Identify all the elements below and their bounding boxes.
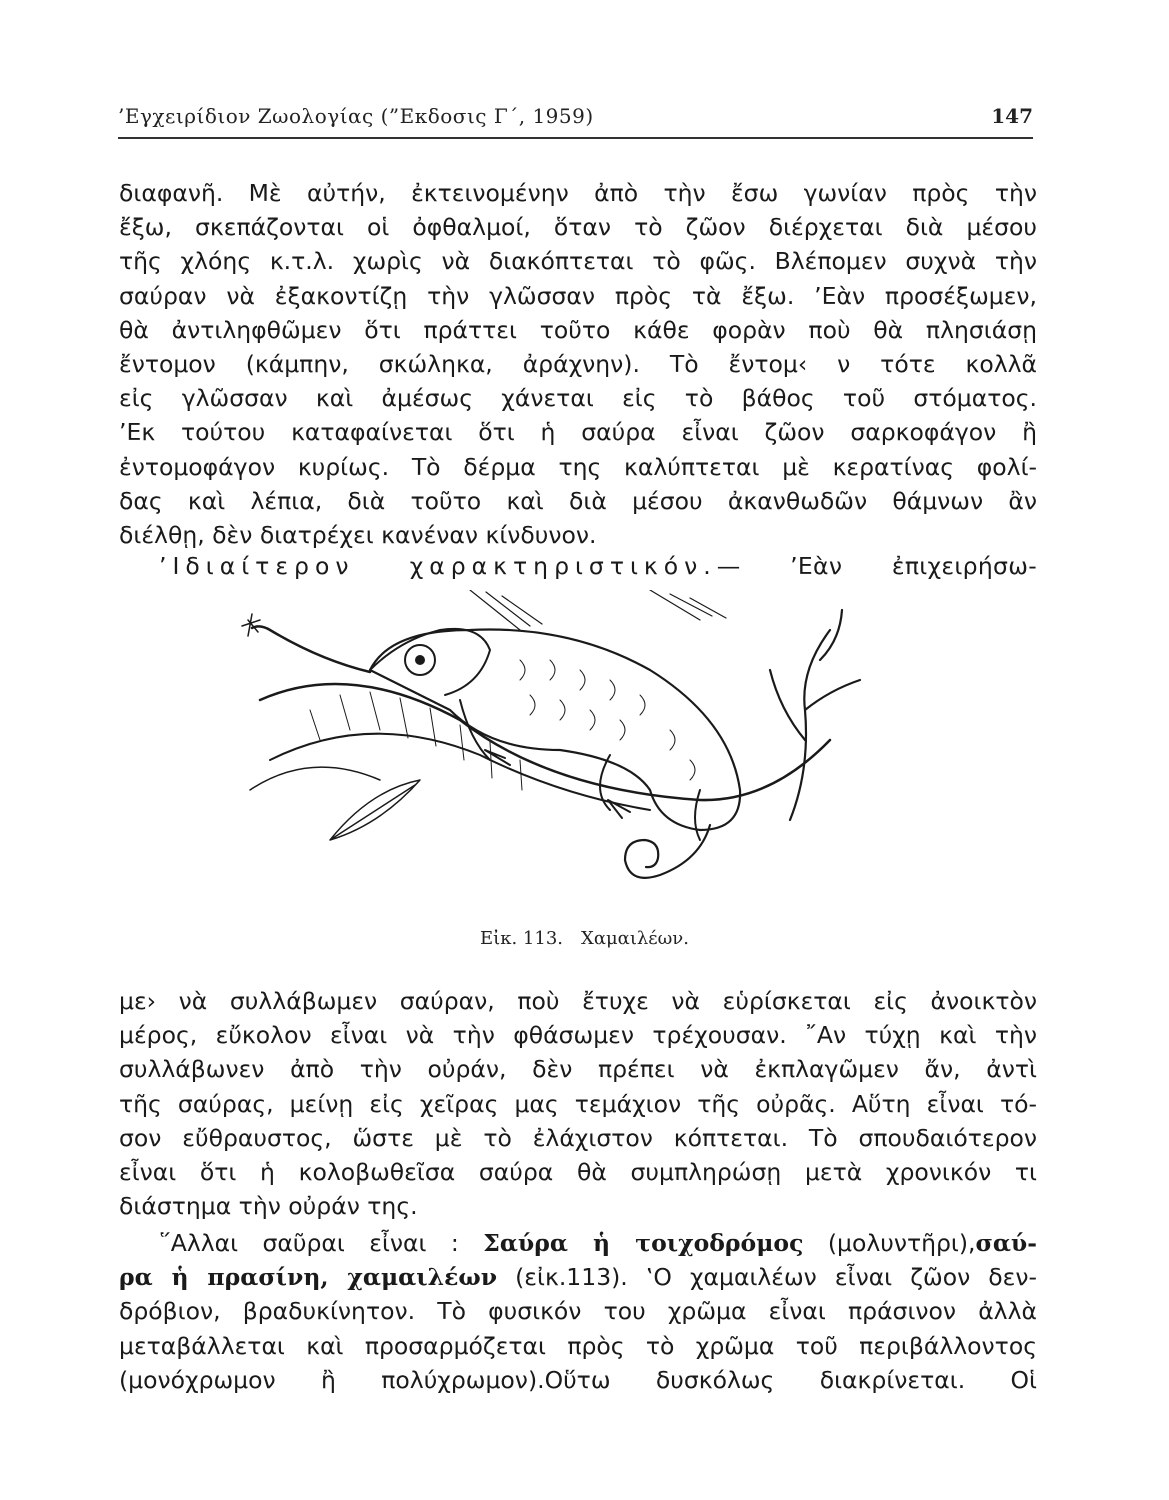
header-rule	[118, 137, 1033, 139]
paragraph-1	[119, 176, 1037, 552]
term-green-lizard-start: σαύ-	[975, 1229, 1037, 1257]
text-line: σον εὔθραυστος, ὥστε μὲ τὸ ἐλάχιστον κόπτεται. Τὸ σπουδαιότερον	[119, 1123, 1037, 1152]
spaced-heading: ’Ιδιαίτερον χαρακτηριστικόν.	[159, 552, 717, 580]
text-line	[119, 1226, 1037, 1260]
figure-caption	[0, 928, 1169, 949]
running-header	[118, 98, 1033, 132]
term-green-lizard-end: ρα ἡ πρασίνη, χαμαιλέων	[119, 1263, 498, 1292]
text-line: εἶναι ὅτι ἡ κολοβωθεῖσα σαύρα θὰ συμπληρώσῃ μετὰ χρονικόν τι	[119, 1158, 1037, 1187]
text-line: ’Εκ τούτου καταφαίνεται ὅτι ἡ σαύρα εἶναι ζῶον σαρκοφάγον ἢ	[119, 418, 1037, 447]
text-line: ἐντομοφάγον κυρίως. Τὸ δέρμα της καλύπτεται μὲ κερατίνας φολί-	[119, 452, 1037, 481]
text-line: δας καὶ λέπια, διὰ τοῦτο καὶ διὰ μέσου ἀκανθωδῶν θάμνων ἂν	[119, 486, 1037, 515]
chameleon-illustration	[230, 590, 870, 910]
text-line: τῆς χλόης κ.τ.λ. χωρὶς νὰ διακόπτεται τὸ φῶς. Βλέπομεν συχνὰ τὴν	[119, 247, 1037, 276]
text-line: δρόβιον, βραδυκίνητον. Τὸ φυσικόν του χρῶμα εἶναι πράσινον ἀλλὰ	[119, 1297, 1037, 1326]
text-line: διάστημα τὴν οὐράν της.	[119, 1192, 418, 1221]
text-line: με› νὰ συλλάβωμεν σαύραν, ποὺ ἔτυχε νὰ εὑρίσκεται εἰς ἀνοικτὸν	[119, 987, 1037, 1015]
text-line: ἔξω, σκεπάζονται οἱ ὀφθαλμοί, ὅταν τὸ ζῶον διέρχεται διὰ μέσου	[119, 213, 1037, 242]
text-line: εἰς γλῶσσαν καὶ ἀμέσως χάνεται εἰς τὸ βάθος τοῦ στόματος.	[119, 384, 1037, 413]
text-line: ἔντομον (κάμπην, σκώληκα, ἀράχνην). Τὸ ἔντομ‹ ν τότε κολλᾶ	[119, 350, 1037, 379]
text-line	[119, 549, 1037, 583]
paragraph-3	[119, 984, 1037, 1223]
term-wall-lizard: Σαύρα ἡ τοιχοδρόμος	[483, 1229, 804, 1257]
text-line: συλλάβωνεν ἀπὸ τὴν οὐράν, δὲν πρέπει νὰ ἐκπλαγῶμεν ἄν, ἀντὶ	[119, 1055, 1037, 1084]
text-line: μεταβάλλεται καὶ προσαρμόζεται πρὸς τὸ χρῶμα τοῦ περιβάλλοντος	[119, 1331, 1037, 1360]
text-run: (εἰκ.113). ‛Ο χαμαιλέων εἶναι ζῶον δεν-	[497, 1263, 1037, 1292]
book-title: ’Εγχειρίδιον Ζωολογίας (”Εκδοσις Γ΄, 1959)	[118, 104, 594, 128]
text-run: (μολυντῆρι),	[803, 1229, 976, 1257]
text-line: μέρος, εὔκολον εἶναι νὰ τὴν φθάσωμεν τρέχουσαν. ῎Αν τύχῃ καὶ τὴν	[119, 1021, 1037, 1050]
paragraph-4	[119, 1226, 1037, 1397]
text-line: διέλθῃ, δὲν διατρέχει κανέναν κίνδυνον.	[119, 521, 597, 550]
text-line: διαφανῆ. Μὲ αὐτήν, ἐκτεινομένην ἀπὸ τὴν ἔσω γωνίαν πρὸς τὴν	[119, 179, 1037, 207]
text-line: (μονόχρωμον ἢ πολύχρωμον).Οὕτω δυσκόλως διακρίνεται. Οἱ	[119, 1365, 1037, 1394]
text-line	[119, 1260, 1037, 1294]
paragraph-2	[119, 549, 1037, 583]
caption-label: Εἰκ. 113.	[480, 928, 563, 949]
text-line: θὰ ἀντιληφθῶμεν ὅτι πράττει τοῦτο κάθε φορὰν ποὺ θὰ πλησιάσῃ	[119, 315, 1037, 344]
page-number: 147	[991, 104, 1033, 128]
caption-text: Χαμαιλέων.	[581, 928, 689, 949]
heading-continuation: — ’Εὰν ἐπιχειρήσω-	[716, 552, 1038, 580]
text-line: σαύραν νὰ ἐξακοντίζῃ τὴν γλῶσσαν πρὸς τὰ ἔξω. ’Εὰν προσέξωμεν,	[119, 281, 1037, 310]
text-line: τῆς σαύρας, μείνῃ εἰς χεῖρας μας τεμάχιον τῆς οὐρᾶς. Αὕτη εἶναι τό-	[119, 1089, 1037, 1118]
text-run: ῞Αλλαι σαῦραι εἶναι :	[159, 1229, 484, 1257]
